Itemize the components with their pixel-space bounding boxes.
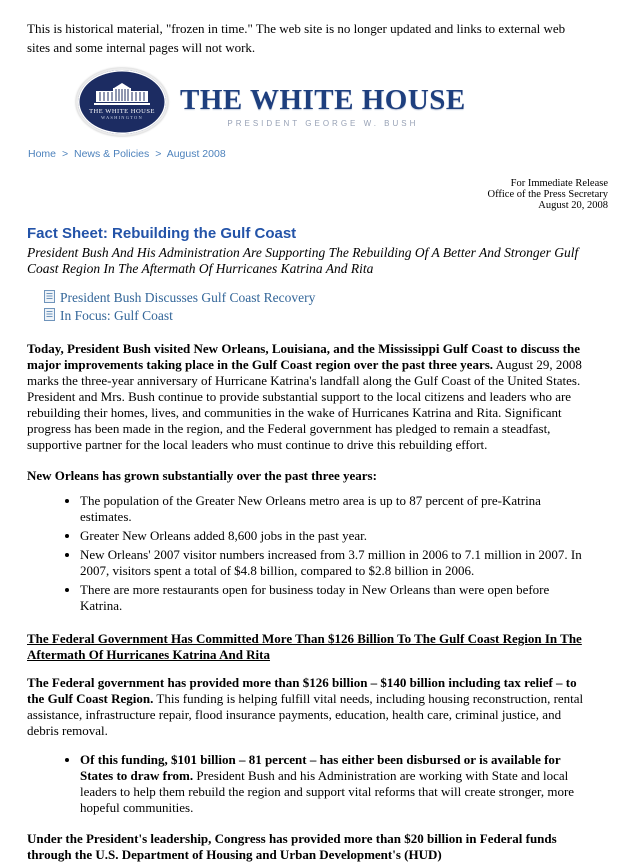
paragraph-funding-lead: The Federal government has provided more than $126 billion – $140 billion including tax relief – to the Gulf Coast Region. [27, 675, 577, 707]
list-item: • New Orleans' 2007 visitor numbers increased from 3.7 million in 2006 to 7.1 million in 2007. In 2007, visitors spent a total of $4.8 billion, compared to $2.8 billion in 2006. [80, 547, 592, 579]
section-heading-new-orleans: New Orleans has grown substantially over the past three years: [27, 468, 377, 484]
white-house-facade-icon [93, 83, 151, 107]
seal-title: THE WHITE HOUSE [89, 108, 155, 116]
paragraph-hud-lead: Under the President's leadership, Congress has provided more than $20 billion in Federal funds through the U.S. Department of Housing and Urban Development's (HUD) [27, 831, 557, 863]
funding-detail-list [27, 752, 592, 816]
list-item: • There are more restaurants open for business today in New Orleans than were open before Katrina. [80, 582, 592, 614]
article-subtitle: President Bush And His Administration Are Supporting The Rebuilding Of A Better And Stronger Gulf Coast Region In The Aftermath Of Hurricanes Katrina And Rita [27, 244, 579, 276]
paragraph-hud [27, 831, 592, 863]
article-content [27, 225, 592, 863]
site-title: THE WHITE HOUSE [180, 83, 466, 116]
paragraph-funding [27, 675, 592, 739]
link-gulf-coast-recovery[interactable]: President Bush Discusses Gulf Coast Recovery [60, 290, 316, 306]
historical-disclaimer: This is historical material, "frozen in time." The web site is no longer updated and links to external web sites and some internal pages will not work. [27, 21, 566, 55]
seal-subtitle: WASHINGTON [101, 115, 143, 121]
breadcrumb-news-policies[interactable]: News & Policies [74, 147, 150, 160]
list-item [80, 752, 592, 816]
new-orleans-stats-list [27, 493, 592, 614]
white-house-seal-icon [76, 68, 168, 136]
breadcrumb-separator: > [61, 147, 69, 160]
breadcrumb-august-2008[interactable]: August 2008 [166, 147, 226, 160]
press-release-info [0, 178, 608, 211]
list-item-rest: President Bush and his Administration are working with State and local leaders to help them rebuild the region and support vital reforms that will create stronger, more hopeful communities. [80, 768, 575, 816]
section-heading-federal-commitment: The Federal Government Has Committed More Than $126 Billion To The Gulf Coast Region In The Aftermath Of Hurricanes Katrina And Rita [27, 631, 582, 663]
site-masthead [76, 68, 618, 136]
breadcrumb-separator: > [155, 147, 162, 160]
related-links [44, 289, 592, 325]
release-line: Office of the Press Secretary [487, 188, 608, 200]
related-link-row [44, 289, 592, 307]
link-in-focus-gulf-coast[interactable]: In Focus: Gulf Coast [60, 308, 173, 324]
document-icon [44, 290, 55, 307]
paragraph-overview [27, 341, 592, 453]
site-subtitle: PRESIDENT GEORGE W. BUSH [227, 118, 419, 128]
document-icon [44, 308, 55, 325]
breadcrumb-home[interactable]: Home [28, 147, 57, 160]
related-link-row [44, 307, 592, 325]
release-line: For Immediate Release [510, 177, 608, 189]
paragraph-overview-rest: August 29, 2008 marks the three-year anniversary of Hurricane Katrina's landfall along the Gulf Coast of the United States. President and Mrs. Bush continue to provide substantial support to the local citizens and leaders who are rebuilding their homes, lives, and communities in the wake of Hurricanes Katrina and Rita. Significant progress has been made in the region, and the Federal government has pledged to remain a steadfast, supportive partner for the local leaders who must continue to drive this rebuilding effort. [27, 357, 582, 453]
list-item: • The population of the Greater New Orleans metro area is up to 87 percent of pre-Katrina estimates. [80, 493, 592, 525]
paragraph-funding-rest: This funding is helping fulfill vital needs, including housing reconstruction, rental assistance, infrastructure repair, flood insurance payments, education, health care, criminal justice, and debris removal. [27, 691, 584, 739]
site-wordmark-block [180, 76, 466, 128]
page-title: Fact Sheet: Rebuilding the Gulf Coast [27, 224, 297, 242]
list-item-lead: Of this funding, $101 billion – 81 percent – has either been disbursed or is available for States to draw from. [80, 752, 561, 784]
list-item: • Greater New Orleans added 8,600 jobs in the past year. [80, 528, 592, 544]
paragraph-overview-lead: Today, President Bush visited New Orleans, Louisiana, and the Mississippi Gulf Coast to discuss the major improvements taking place in the Gulf Coast region over the past three years. [27, 341, 580, 373]
release-line: August 20, 2008 [538, 199, 608, 211]
breadcrumb [28, 148, 618, 160]
